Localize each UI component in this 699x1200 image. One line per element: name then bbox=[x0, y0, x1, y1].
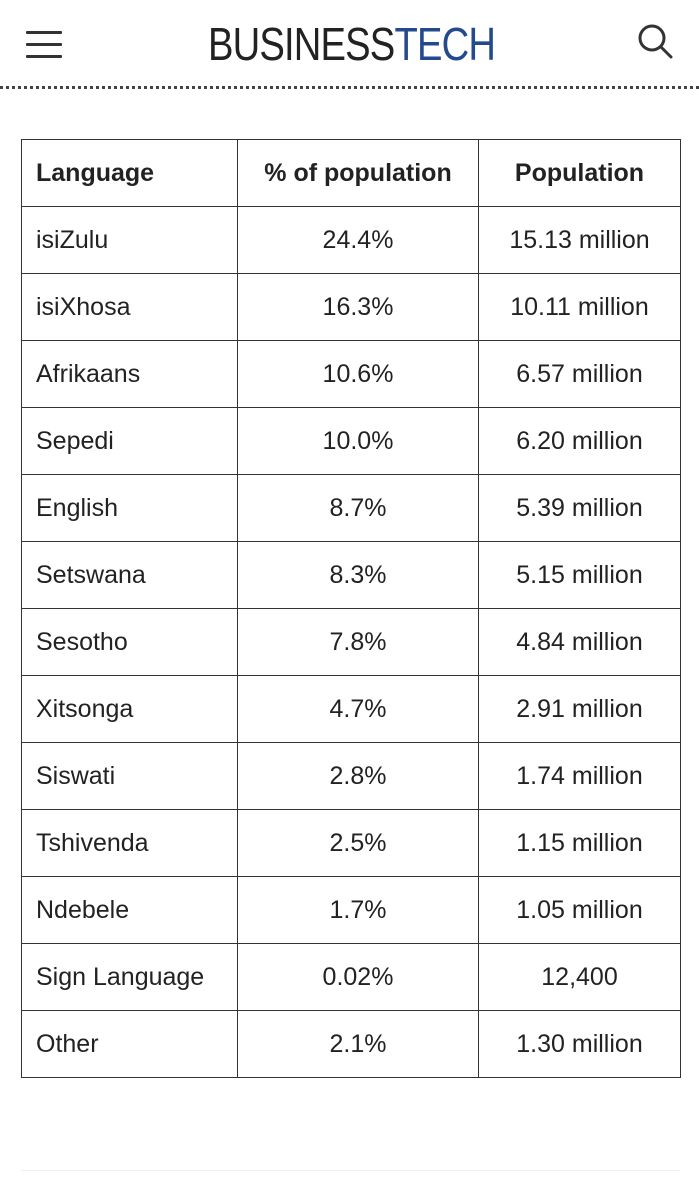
table-row bbox=[22, 207, 681, 274]
percent-cell: 2.8% bbox=[238, 743, 479, 810]
percent-cell: 0.02% bbox=[238, 944, 479, 1011]
population-cell: 2.91 million bbox=[479, 676, 681, 743]
table-header-row bbox=[22, 140, 681, 207]
percent-cell: 4.7% bbox=[238, 676, 479, 743]
table-row bbox=[22, 1011, 681, 1078]
table-row bbox=[22, 341, 681, 408]
population-cell: 12,400 bbox=[479, 944, 681, 1011]
table-row bbox=[22, 609, 681, 676]
table-row bbox=[22, 877, 681, 944]
language-population-table bbox=[21, 139, 681, 1078]
column-header-population: Population bbox=[479, 140, 681, 207]
table-row bbox=[22, 944, 681, 1011]
population-cell: 5.15 million bbox=[479, 542, 681, 609]
population-cell: 1.74 million bbox=[479, 743, 681, 810]
percent-cell: 7.8% bbox=[238, 609, 479, 676]
column-header-language: Language bbox=[22, 140, 238, 207]
table-row bbox=[22, 676, 681, 743]
language-cell: Setswana bbox=[22, 542, 238, 609]
language-cell: Siswati bbox=[22, 743, 238, 810]
population-cell: 10.11 million bbox=[479, 274, 681, 341]
language-cell: Tshivenda bbox=[22, 810, 238, 877]
percent-cell: 8.3% bbox=[238, 542, 479, 609]
percent-cell: 1.7% bbox=[238, 877, 479, 944]
percent-cell: 2.5% bbox=[238, 810, 479, 877]
population-cell: 4.84 million bbox=[479, 609, 681, 676]
table-row bbox=[22, 542, 681, 609]
language-cell: isiXhosa bbox=[22, 274, 238, 341]
population-cell: 15.13 million bbox=[479, 207, 681, 274]
logo-business-text: BUSINESS bbox=[208, 18, 395, 70]
search-icon[interactable] bbox=[636, 22, 676, 62]
percent-cell: 10.0% bbox=[238, 408, 479, 475]
population-cell: 1.05 million bbox=[479, 877, 681, 944]
table-row bbox=[22, 274, 681, 341]
language-cell: Other bbox=[22, 1011, 238, 1078]
language-cell: Sign Language bbox=[22, 944, 238, 1011]
percent-cell: 10.6% bbox=[238, 341, 479, 408]
language-cell: Sesotho bbox=[22, 609, 238, 676]
language-cell: isiZulu bbox=[22, 207, 238, 274]
language-cell: English bbox=[22, 475, 238, 542]
header-divider bbox=[0, 86, 699, 89]
population-cell: 6.20 million bbox=[479, 408, 681, 475]
language-cell: Sepedi bbox=[22, 408, 238, 475]
site-logo[interactable] bbox=[208, 14, 495, 74]
logo-tech-text: TECH bbox=[394, 18, 496, 70]
percent-cell: 24.4% bbox=[238, 207, 479, 274]
table-row bbox=[22, 743, 681, 810]
population-cell: 6.57 million bbox=[479, 341, 681, 408]
content-divider bbox=[21, 1170, 680, 1171]
percent-cell: 16.3% bbox=[238, 274, 479, 341]
population-cell: 1.15 million bbox=[479, 810, 681, 877]
site-header bbox=[0, 0, 699, 88]
language-cell: Afrikaans bbox=[22, 341, 238, 408]
population-cell: 5.39 million bbox=[479, 475, 681, 542]
percent-cell: 2.1% bbox=[238, 1011, 479, 1078]
hamburger-menu-icon[interactable] bbox=[26, 28, 64, 60]
percent-cell: 8.7% bbox=[238, 475, 479, 542]
language-cell: Ndebele bbox=[22, 877, 238, 944]
table-row bbox=[22, 475, 681, 542]
table-row bbox=[22, 408, 681, 475]
column-header-percent: % of population bbox=[238, 140, 479, 207]
population-cell: 1.30 million bbox=[479, 1011, 681, 1078]
table-row bbox=[22, 810, 681, 877]
language-cell: Xitsonga bbox=[22, 676, 238, 743]
